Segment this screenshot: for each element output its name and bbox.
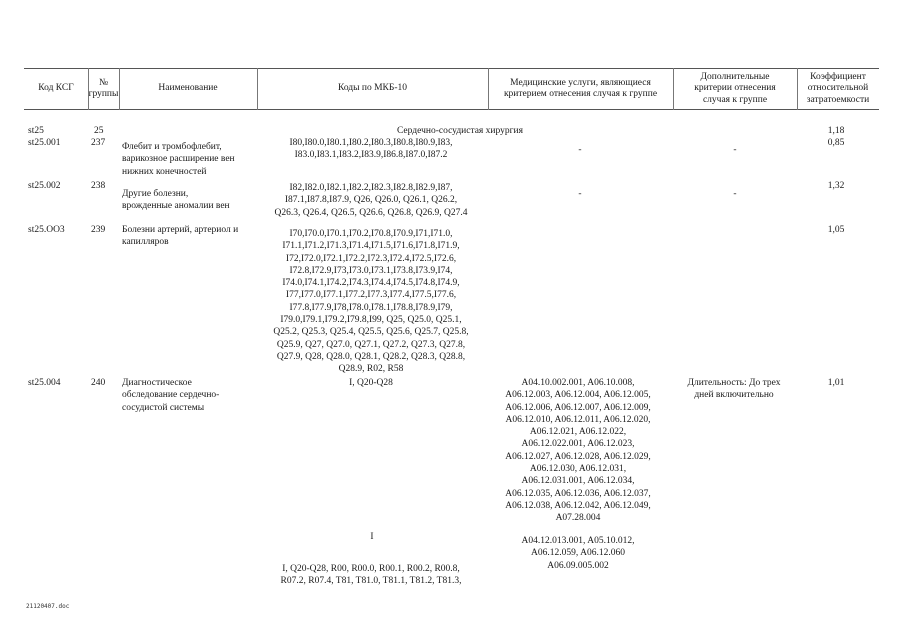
row-coef: 0,85 [827, 138, 845, 148]
header-icd-label: Коды по МКБ-10 [337, 83, 408, 94]
header-services [488, 68, 673, 110]
row-services: - [578, 145, 582, 155]
continuation-services: A04.12.013.001, A05.10.012, A06.12.059, A06.12.060 A06.09.005.002 [521, 536, 635, 571]
row-services: - [578, 189, 582, 199]
section-coef: 1,18 [827, 126, 845, 136]
row-name: Диагностическое обследование сердечно- сосудистой системы [122, 378, 220, 413]
row-code: st25.001 [28, 138, 61, 148]
row-name: Другие болезни, врожденные аномалии вен [122, 189, 230, 212]
row-coef: 1,32 [827, 181, 845, 191]
row-extra: - [733, 145, 737, 155]
row-services: A04.10.002.001, A06.10.008, A06.12.003, A06.12.004, A06.12.005, A06.12.006, A06.12.007, A06.12.009, A06.12.010, A06.12.011, A06.12.020, A06.12.021, A06.12.022, A06.12.022.001, A06.12.023, A06.12.027, A06.12.028, A06.12.029, A06.12.030, A06.12.031, A06.12.031.001, A06.12.034, A06.12.035, A06.12.036, A06.12.037, A06.12.038, A06.12.042, A06.12.049, A07.28.004 [505, 378, 651, 524]
row-extra: - [733, 189, 737, 199]
row-icd: I82,I82.0,I82.1,I82.2,I82.3,I82.8,I82.9,I87, I87.1,I87.8,I87.9, Q26, Q26.0, Q26.1, Q26.2, Q26.3, Q26.4, Q26.5, Q26.6, Q26.8, Q26.9, Q27.4 [274, 183, 468, 218]
header-coef [797, 68, 879, 110]
row-group: 238 [91, 181, 106, 191]
section-title: Сердечно-сосудистая хирургия [396, 126, 523, 136]
row-group: 240 [91, 378, 106, 388]
row-name: Болезни артерий, артериол и капилляров [122, 225, 239, 248]
row-name: Флебит и тромбофлебит, варикозное расширение вен нижних конечностей [122, 142, 235, 177]
row-icd: I, Q20-Q28 [349, 378, 393, 388]
section-group: 25 [94, 126, 104, 136]
continuation-icd: I [370, 532, 374, 542]
header-icd [257, 68, 488, 110]
row-group: 237 [91, 138, 106, 148]
header-name-label: Наименование [158, 83, 218, 94]
row-coef: 1,05 [827, 225, 845, 235]
row-group: 239 [91, 225, 106, 235]
header-extra-label: Дополнительные критерии отнесения случая к группе [694, 71, 776, 105]
header-group-label: № группы [88, 77, 119, 99]
row-extra: Длительность: До трех дней включительно [687, 378, 781, 401]
header-name [119, 68, 257, 110]
table-header [24, 68, 879, 110]
row-icd: I70,I70.0,I70.1,I70.2,I70.8,I70.9,I71,I71.0, I71.1,I71.2,I71.3,I71.4,I71.5,I71.6,I71.8,I71.9, I72,I72.0,I72.1,I72.2,I72.3,I72.4,I72.5,I72.6, I72.8,I72.9,I73,I73.0,I73.1,I73.8,I73.9,I74, I74.0,I74.1,I74.2,I74.3,I74.4,I74.5,I74.8,I74.9, I77,I77.0,I77.1,I77.2,I77.3,I77.4,I77.5,I77.6, I77.8,I77.9,I78,I78.0,I78.1,I78.8,I78.9,I79, I79.0,I79.1,I79.2,I79.8,I99, Q25, Q25.0, Q25.1, Q25.2, Q25.3, Q25.4, Q25.5, Q25.6, Q25.7, Q25.8, Q25.9, Q27, Q27.0, Q27.1, Q27.2, Q27.3, Q27.8, Q27.9, Q28, Q28.0, Q28.1, Q28.2, Q28.3, Q28.8, Q28.9, R02, R58 [273, 229, 469, 375]
header-coef-label: Коэффициент относительной затратоемкости [806, 71, 870, 105]
header-code [24, 68, 88, 110]
header-extra [673, 68, 797, 110]
row-code: st25.004 [28, 378, 61, 388]
header-code-label: Код КСГ [38, 83, 74, 94]
footer-filename: 21120407.doc [26, 603, 70, 610]
row-code: st25.002 [28, 181, 61, 191]
header-services-label: Медицинские услуги, являющиеся критерием отнесения случая к группе [503, 77, 658, 99]
row-icd: I80,I80.0,I80.1,I80.2,I80.3,I80.8,I80.9,I83, I83.0,I83.1,I83.2,I83.9,I86.8,I87.0,I87.2 [289, 138, 453, 161]
header-group [88, 68, 119, 110]
section-code: st25 [28, 126, 44, 136]
row-coef: 1,01 [827, 378, 845, 388]
row-code: st25.OO3 [28, 225, 65, 235]
continuation-icd: I, Q20-Q28, R00, R00.0, R00.1, R00.2, R00.8, R07.2, R07.4, T81, T81.0, T81.1, T81.2, T81.3, [280, 564, 462, 587]
